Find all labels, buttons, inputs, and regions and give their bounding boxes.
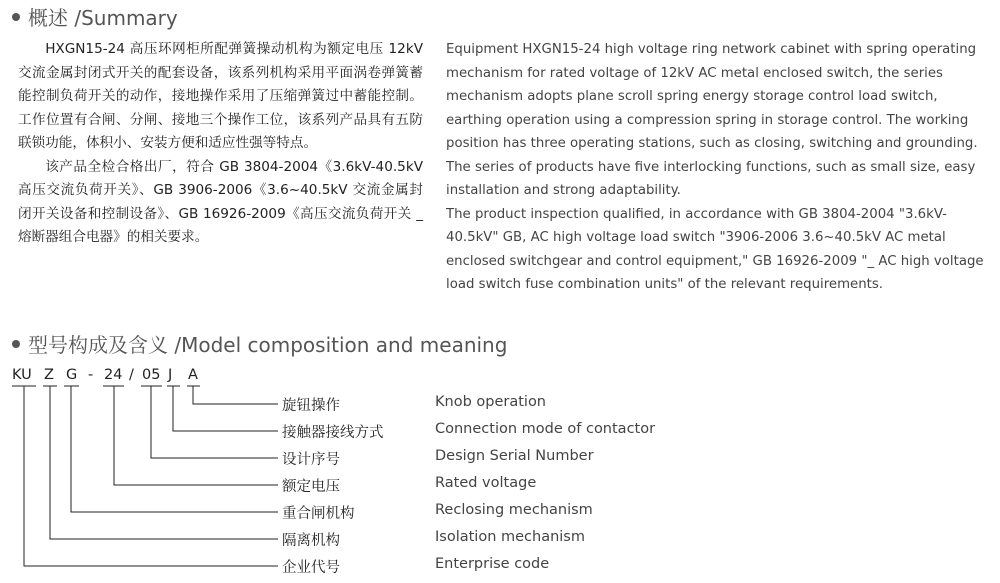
model-item-en: Knob operation (435, 394, 547, 410)
model-item-cn: 额定电压 (282, 479, 340, 495)
model-item-cn: 隔离机构 (282, 533, 340, 549)
model-item-en: Enterprise code (435, 556, 550, 572)
model-item-cn: 企业代号 (282, 560, 340, 576)
model-item-cn: 设计序号 (282, 452, 340, 468)
code-part-dash: - (88, 367, 94, 383)
en-paragraph-2: The product inspection qualified, in accordance with GB 3804-2004 "3.6kV-40.5kV" GB, AC high voltage load switch "3906-2006 3.6~40.5kV AC metal enclosed switchgear and control equipment," GB 16926-2009 "_ AC high voltage load switch fuse combination units" of the relevant requirements. (446, 206, 984, 292)
code-part-a: A (188, 367, 198, 383)
model-title: 型号构成及含义 /Model composition and meaning (28, 333, 508, 357)
code-part-05: 05 (142, 367, 161, 383)
code-part-slash: / (129, 367, 134, 383)
summary-title: 概述 /Summary (28, 6, 178, 30)
model-item-en: Connection mode of contactor (435, 421, 656, 437)
code-part-z: Z (44, 367, 54, 383)
model-item-en: Isolation mechanism (435, 529, 585, 545)
code-part-ku: KU (12, 367, 32, 383)
model-item-en: Reclosing mechanism (435, 502, 593, 518)
model-item-en: Design Serial Number (435, 448, 594, 464)
model-item-cn: 旋钮操作 (282, 398, 340, 414)
code-part-24: 24 (104, 367, 123, 383)
model-item-cn: 重合闸机构 (282, 506, 355, 522)
cn-paragraph-2: 该产品全检合格出厂，符合 GB 3804-2004《3.6kV-40.5kV 高压交流负荷开关》、GB 3906-2006《3.6~40.5kV 交流金属封闭开关设备和控制设备》、GB 16926-2009《高压交流负荷开关 _ 熔断器组合电器》的相关要求。 (18, 158, 423, 245)
model-item-cn: 接触器接线方式 (282, 425, 384, 441)
code-part-j: J (168, 367, 173, 383)
code-part-g: G (66, 367, 78, 383)
en-paragraph-1: Equipment HXGN15-24 high voltage ring network cabinet with spring operating mechanism for rated voltage of 12kV AC metal enclosed switch, the series mechanism adopts plane scroll spring energy storage control load switch, earthing operation using a compression spring in storage control. The working position has three operating stations, such as closing, switching and grounding. The series of products have five interlocking functions, such as small size, easy installation and strong adaptability. (446, 42, 978, 198)
cn-paragraph-1: HXGN15-24 高压环网柜所配弹簧操动机构为额定电压 12kV 交流金属封闭式开关的配套设备，该系列机构采用平面涡卷弹簧蓄能控制负荷开关的动作，接地操作采用了压缩弹簧过中蓄能控制。工作位置有合闸、分闸、接地三个操作工位，该系列产品具有五防联锁功能，体积小、安装方便和适应性强等特点。 (18, 41, 423, 151)
model-item-en: Rated voltage (435, 475, 537, 491)
